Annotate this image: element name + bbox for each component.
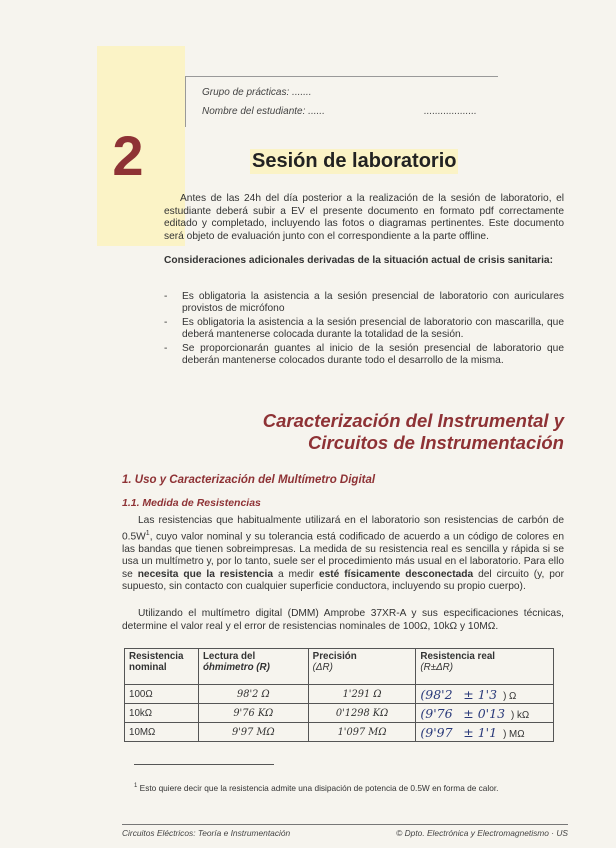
- considerations-list: [164, 291, 564, 368]
- footer-divider: [122, 824, 568, 825]
- student-info-box: [185, 76, 498, 127]
- section-title-line-1: Caracterización del Instrumental y: [262, 410, 564, 431]
- real-value: (9'76: [420, 705, 453, 721]
- footnote-divider: [134, 764, 274, 765]
- header-text: (R±ΔR): [420, 662, 453, 673]
- real-unit: ) Ω: [503, 690, 517, 702]
- cell-nominal: 10MΩ: [125, 723, 199, 742]
- list-item: - Es obligatoria la asistencia a la sesión presencial de laboratorio con mascarilla, que deberá mantenerse colocada durante la totalidad de la sesión.: [164, 317, 564, 342]
- real-value: (98'2: [420, 686, 453, 702]
- header-nominal: [125, 649, 199, 685]
- header-text: óhmimetro (R): [202, 662, 270, 673]
- cell-real[interactable]: [416, 685, 554, 704]
- cell-nominal: 10kΩ: [125, 704, 199, 723]
- heading-1-1: 1.1. Medida de Resistencias: [122, 497, 261, 509]
- cell-precision[interactable]: 1'097 MΩ: [308, 723, 416, 742]
- para1-bold-a: necesita que la resistencia: [137, 568, 274, 580]
- para1-text-a: Las resistencias que habitualmente utilizará en el laboratorio son resistencias de carbón de 0.5W: [122, 515, 564, 542]
- student-name-dots: ...................: [424, 106, 477, 117]
- header-text: (ΔR): [312, 662, 333, 673]
- intro-paragraph: Antes de las 24h del día posterior a la realización de la sesión de laboratorio, el estudiante deberá subir a EV el presente documento en formato pdf correctamente editado y completado, incluyendo las fotos o diagramas pertinentes. Este documento será objeto de evaluación junto con el correspondiente a la parte offline.: [164, 193, 564, 242]
- real-error: ± 0'13: [463, 705, 506, 721]
- para1-bold-b: esté físicamente desconectada: [318, 568, 474, 580]
- header-text: Resistencia: [129, 651, 184, 662]
- header-reading: [198, 649, 308, 685]
- header-text: nominal: [129, 662, 167, 673]
- header-text: Resistencia real: [420, 651, 495, 662]
- cell-nominal: 100Ω: [125, 685, 199, 704]
- footnote-ref: 1: [145, 529, 150, 537]
- resistances-paragraph: [122, 515, 564, 594]
- real-unit: ) MΩ: [503, 728, 525, 740]
- chapter-number: 2: [112, 124, 144, 187]
- table-row: [125, 704, 554, 723]
- header-precision: [308, 649, 416, 685]
- footnote-text: Esto quiere decir que la resistencia admite una disipación de potencia de 0.5W en forma de calor.: [139, 783, 499, 793]
- resistance-table: [124, 648, 554, 742]
- table-row: [125, 723, 554, 742]
- real-error: ± 1'3: [463, 686, 498, 702]
- header-text: Lectura del: [202, 651, 256, 662]
- cell-real[interactable]: [416, 704, 554, 723]
- footnote: [134, 783, 498, 793]
- header-text: Precisión: [312, 651, 357, 662]
- table-row: [125, 685, 554, 704]
- heading-1: 1. Uso y Caracterización del Multímetro Digital: [122, 474, 376, 486]
- section-title-line-2: Circuitos de Instrumentación: [308, 432, 564, 453]
- footnote-mark: 1: [134, 783, 138, 790]
- list-item: - Se proporcionarán guantes al inicio de la sesión presencial de laboratorio que deberán mantenerse colocados durante todo el desarrollo de la misma.: [164, 343, 564, 368]
- real-value: (9'97: [420, 724, 453, 740]
- cell-precision[interactable]: 1'291 Ω: [308, 685, 416, 704]
- footer-right: © Dpto. Electrónica y Electromagnetismo · US: [396, 828, 568, 838]
- real-error: ± 1'1: [463, 724, 498, 740]
- instructions-paragraph: Utilizando el multímetro digital (DMM) Amprobe 37XR-A y sus especificaciones técnicas, determine el valor real y el error de resistencias nominales de 100Ω, 10kΩ y 10MΩ.: [122, 608, 564, 632]
- list-item: - Es obligatoria la asistencia a la sesión presencial de laboratorio con auriculares provistos de micrófono: [164, 291, 564, 316]
- student-name-label: Nombre del estudiante: ......: [202, 106, 325, 117]
- para1-text-c: a medir: [273, 568, 319, 580]
- para1-text-b: , cuyo valor nominal y su tolerancia está codificado de acuerdo a un código de colores en las bandas que tienen sobreimpresas. La medida de su resistencia real es sencilla y rápida si se usa un multímetro y, por lo tanto, suele ser el procedimiento más usual en el laboratorio. Para ello se: [122, 530, 564, 580]
- para1-text-d: del circuito (y, por supuesto, sin contacto con cualquier superficie conductora, incluyendo su propio cuerpo).: [122, 568, 564, 593]
- section-title: [164, 410, 564, 454]
- cell-precision[interactable]: 0'1298 KΩ: [308, 704, 416, 723]
- table-header-row: [125, 649, 554, 685]
- group-label: Grupo de prácticas: .......: [202, 87, 312, 98]
- footer-left: Circuitos Eléctricos: Teoría e Instrumentación: [122, 828, 291, 838]
- session-title: Sesión de laboratorio: [252, 150, 457, 172]
- real-unit: ) kΩ: [511, 709, 530, 721]
- header-real: [416, 649, 554, 685]
- considerations-heading: Consideraciones adicionales derivadas de la situación actual de crisis sanitaria:: [164, 255, 553, 266]
- cell-real[interactable]: [416, 723, 554, 742]
- cell-reading[interactable]: 9'97 MΩ: [198, 723, 308, 742]
- cell-reading[interactable]: 98'2 Ω: [198, 685, 308, 704]
- cell-reading[interactable]: 9'76 KΩ: [198, 704, 308, 723]
